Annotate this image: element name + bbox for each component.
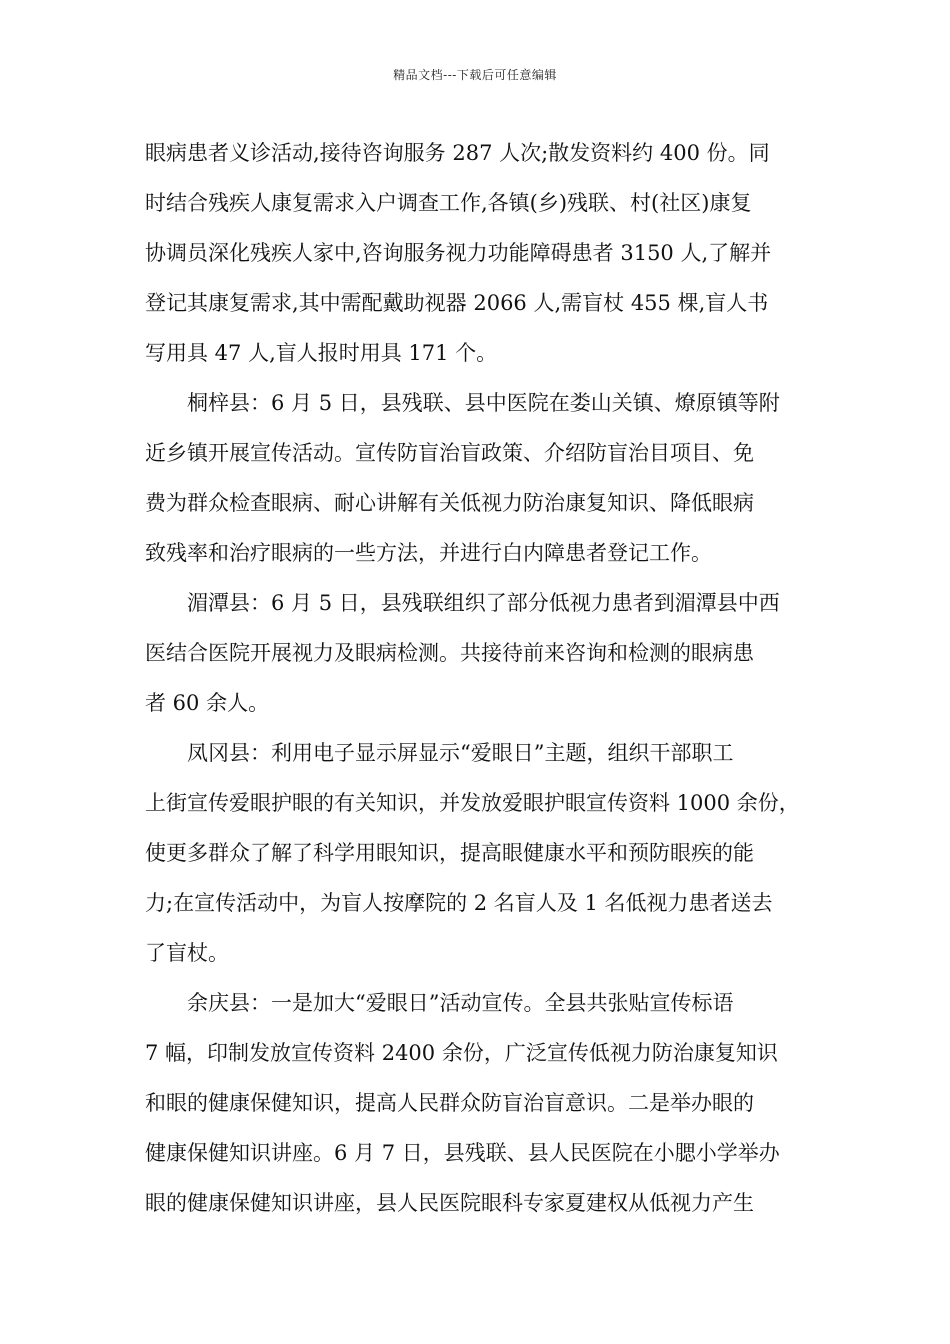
text-line: 者 60 余人。	[145, 691, 270, 715]
text-line: 余庆县：一是加大“爱眼日”活动宣传。全县共张贴宣传标语	[187, 991, 734, 1015]
text-line: 时结合残疾人康复需求入户调查工作,各镇(乡)残联、村(社区)康复	[145, 191, 752, 215]
text-line: 使更多群众了解了科学用眼知识，提高眼健康水平和预防眼疾的能	[145, 841, 754, 865]
text-line: 湄潭县：6 月 5 日，县残联组织了部分低视力患者到湄潭县中西	[187, 591, 780, 615]
paragraph-tongzi	[145, 378, 813, 578]
text-line: 写用具 47 人,盲人报时用具 171 个。	[145, 341, 498, 365]
paragraph-yuqing	[145, 978, 813, 1228]
text-line: 协调员深化残疾人家中,咨询服务视力功能障碍患者 3150 人,了解并	[145, 241, 772, 265]
text-line: 近乡镇开展宣传活动。宣传防盲治盲政策、介绍防盲治目项目、免	[145, 441, 754, 465]
document-body	[145, 128, 813, 1228]
paragraph-meitan	[145, 578, 813, 728]
text-line: 上街宣传爱眼护眼的有关知识，并发放爱眼护眼宣传资料 1000 余份，	[145, 791, 800, 815]
text-line: 眼的健康保健知识讲座，县人民医院眼科专家夏建权从低视力产生	[145, 1191, 754, 1215]
page-header: 精品文档---下载后可任意编辑	[393, 68, 557, 82]
text-line: 力;在宣传活动中，为盲人按摩院的 2 名盲人及 1 名低视力患者送去	[145, 891, 773, 915]
text-line: 致残率和治疗眼病的一些方法，并进行白内障患者登记工作。	[145, 541, 712, 565]
text-line: 眼病患者义诊活动,接待咨询服务 287 人次;散发资料约 400 份。同	[145, 141, 770, 165]
paragraph-fenggang	[145, 728, 813, 978]
text-line: 了盲杖。	[145, 941, 229, 965]
text-line: 7 幅，印制发放宣传资料 2400 余份，广泛宣传低视力防治康复知识	[145, 1041, 778, 1065]
text-line: 登记其康复需求,其中需配戴助视器 2066 人,需盲杖 455 棵,盲人书	[145, 291, 769, 315]
text-line: 费为群众检查眼病、耐心讲解有关低视力防治康复知识、降低眼病	[145, 491, 754, 515]
text-line: 医结合医院开展视力及眼病检测。共接待前来咨询和检测的眼病患	[145, 641, 754, 665]
text-line: 桐梓县：6 月 5 日，县残联、县中医院在娄山关镇、燎原镇等附	[187, 391, 780, 415]
text-line: 凤冈县：利用电子显示屏显示“爱眼日”主题，组织干部职工	[187, 741, 734, 765]
text-line: 和眼的健康保健知识，提高人民群众防盲治盲意识。二是举办眼的	[145, 1091, 754, 1115]
paragraph-continuation	[145, 128, 813, 378]
text-line: 健康保健知识讲座。6 月 7 日，县残联、县人民医院在小腮小学举办	[145, 1141, 780, 1165]
